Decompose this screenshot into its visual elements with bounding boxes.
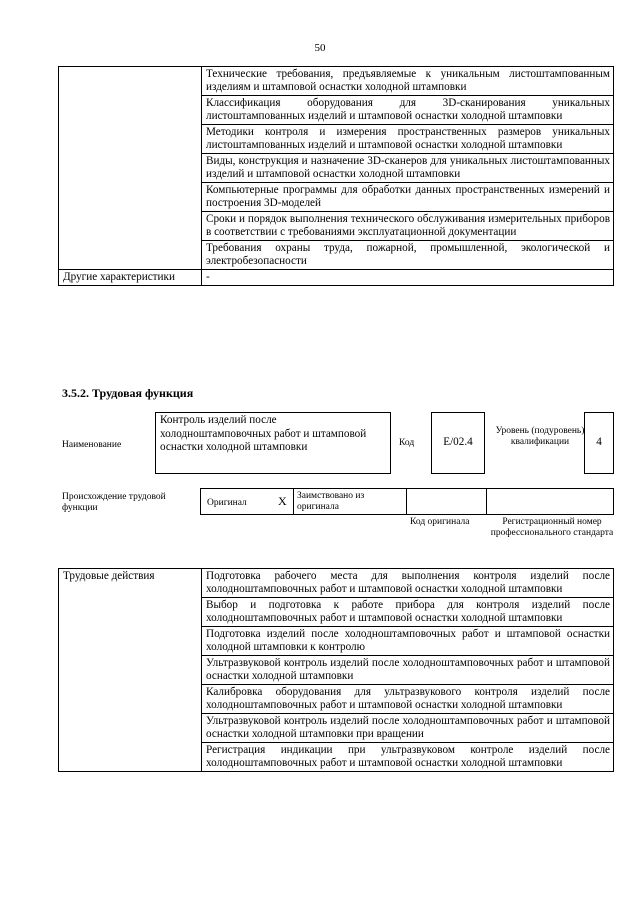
table-cell: Технические требования, предъявляемые к уникальным листоштампованным изделиям и штамповой оснастки холодной штамповки [202, 67, 614, 96]
table-cell: Классификация оборудования для 3D-сканирования уникальных листоштампованных изделий и штамповой оснастки холодной штамповки [202, 96, 614, 125]
labor-actions-table [58, 568, 614, 772]
original-cell [200, 488, 294, 515]
registration-caption: Регистрационный номер профессионального стандарта [490, 517, 614, 538]
table-row [59, 569, 614, 598]
table-cell: Регистрация индикации при ультразвуковом контроле изделий после холодноштамповочных работ и штамповой оснастки холодной штамповки [202, 743, 614, 772]
table-cell: Подготовка рабочего места для выполнения контроля изделий после холодноштамповочных работ и штамповой оснастки холодной штамповки [202, 569, 614, 598]
table-cell: Требования охраны труда, пожарной, промышленной, экологической и электробезопасности [202, 241, 614, 270]
table-cell: Методики контроля и измерения пространственных размеров уникальных листоштампованных изделий и штамповой оснастки холодной штамповки [202, 125, 614, 154]
registration-number-cell [486, 488, 614, 515]
labor-actions-label: Трудовые действия [59, 569, 202, 772]
code-label: Код [399, 438, 415, 448]
original-code-caption: Код оригинала [410, 517, 470, 527]
table-cell: Сроки и порядок выполнения технического обслуживания измерительных приборов в соответствии с требованиями эксплуатационной документации [202, 212, 614, 241]
original-code-cell [406, 488, 487, 515]
table-cell: Калибровка оборудования для ультразвукового контроля изделий после холодноштамповочных работ и штамповой оснастки холодной штамповки [202, 685, 614, 714]
qualification-level: 4 [584, 412, 614, 474]
knowledge-table [58, 66, 614, 286]
table-cell-empty [59, 67, 202, 270]
table-row [59, 270, 614, 286]
other-characteristics-label: Другие характеристики [59, 270, 202, 286]
table-cell: Ультразвуковой контроль изделий после холодноштамповочных работ и штамповой оснастки холодной штамповки при вращении [202, 714, 614, 743]
name-label: Наименование [62, 440, 122, 450]
table-cell: Компьютерные программы для обработки данных пространственных измерений и построения 3D-моделей [202, 183, 614, 212]
function-code: E/02.4 [431, 412, 485, 474]
table-cell: Подготовка изделий после холодноштамповочных работ и штамповой оснастки холодной штамповки к контролю [202, 627, 614, 656]
original-label: Оригинал [207, 498, 247, 508]
table-cell: Ультразвуковой контроль изделий после холодноштамповочных работ и штамповой оснастки холодной штамповки [202, 656, 614, 685]
level-label: Уровень (подуровень) квалификации [495, 426, 585, 447]
table-row [59, 67, 614, 96]
table-cell: Выбор и подготовка к работе прибора для контроля изделий после холодноштамповочных работ и штамповой оснастки холодной штамповки [202, 598, 614, 627]
borrowed-label: Заимствовано из оригинала [297, 491, 365, 512]
original-mark: X [278, 494, 287, 508]
table-cell: Виды, конструкция и назначение 3D-сканеров для уникальных листоштампованных изделий и штамповой оснастки холодной штамповки [202, 154, 614, 183]
borrowed-cell [293, 488, 407, 515]
function-name: Контроль изделий после холодноштамповочных работ и штамповой оснастки холодной штамповки [155, 412, 391, 474]
origin-label: Происхождение трудовой функции [62, 492, 166, 513]
section-heading: 3.5.2. Трудовая функция [62, 386, 194, 400]
other-characteristics-value: - [202, 270, 614, 286]
page-number: 50 [314, 42, 326, 54]
